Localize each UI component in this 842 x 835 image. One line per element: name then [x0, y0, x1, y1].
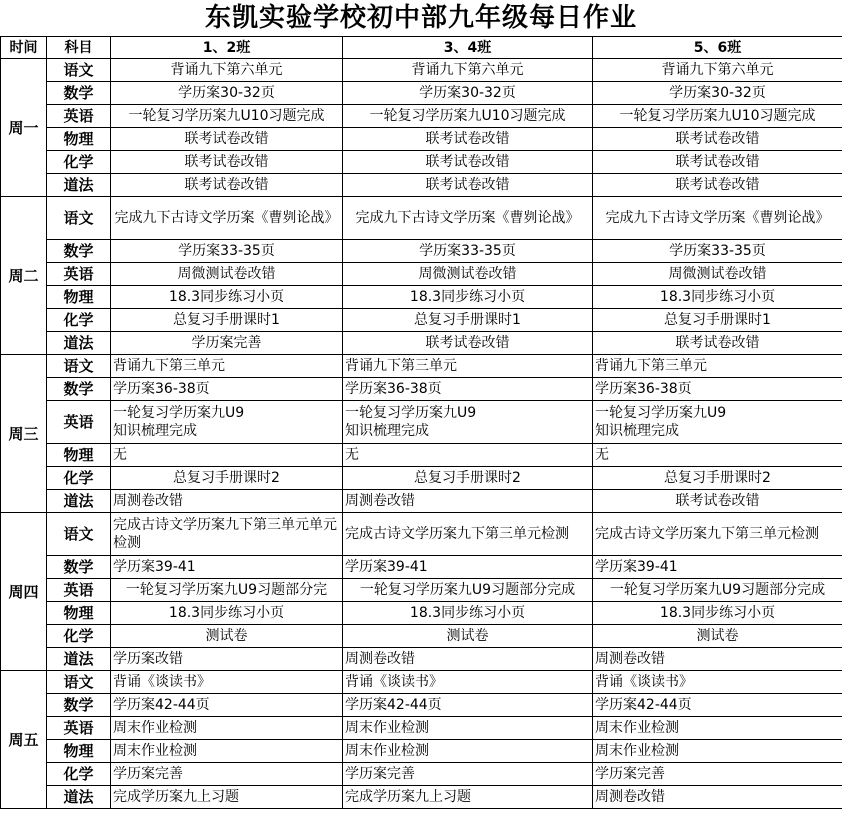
- subject-label: 物理: [47, 444, 111, 467]
- day-label: 周三: [1, 355, 47, 513]
- homework-cell: 完成九下古诗文学历案《曹刿论战》: [343, 197, 593, 240]
- homework-cell: 学历案36-38页: [593, 378, 842, 401]
- homework-cell: 一轮复习学历案九U9习题部分完成: [593, 579, 842, 602]
- table-row: [1, 82, 842, 105]
- subject-label: 化学: [47, 467, 111, 490]
- homework-cell: 背诵《谈读书》: [593, 671, 842, 694]
- homework-cell: 周末作业检测: [343, 717, 593, 740]
- homework-cell: 学历案33-35页: [593, 240, 842, 263]
- subject-label: 道法: [47, 786, 111, 809]
- subject-label: 数学: [47, 556, 111, 579]
- table-row: [1, 286, 842, 309]
- table-row: [1, 59, 842, 82]
- homework-cell: 周微测试卷改错: [343, 263, 593, 286]
- homework-cell: 学历案42-44页: [343, 694, 593, 717]
- homework-cell: 无: [111, 444, 343, 467]
- homework-cell: 背诵《谈读书》: [111, 671, 343, 694]
- homework-table-body: [1, 59, 842, 809]
- subject-label: 道法: [47, 174, 111, 197]
- subject-label: 道法: [47, 648, 111, 671]
- table-row: [1, 309, 842, 332]
- subject-label: 道法: [47, 490, 111, 513]
- subject-label: 语文: [47, 355, 111, 378]
- homework-cell: 测试卷: [343, 625, 593, 648]
- subject-label: 英语: [47, 717, 111, 740]
- homework-cell: 完成九下古诗文学历案《曹刿论战》: [593, 197, 842, 240]
- homework-cell: 周测卷改错: [343, 490, 593, 513]
- homework-cell: 联考试卷改错: [593, 174, 842, 197]
- homework-cell: 学历案完善: [343, 763, 593, 786]
- homework-cell: 一轮复习学历案九U9 知识梳理完成: [111, 401, 343, 444]
- homework-cell: 学历案完善: [593, 763, 842, 786]
- homework-cell: 学历案33-35页: [111, 240, 343, 263]
- homework-cell: 学历案39-41: [111, 556, 343, 579]
- subject-label: 化学: [47, 763, 111, 786]
- homework-cell: 学历案完善: [111, 763, 343, 786]
- homework-cell: 学历案完善: [111, 332, 343, 355]
- homework-cell: 联考试卷改错: [111, 128, 343, 151]
- header-class-5-6: 5、6班: [593, 37, 842, 59]
- homework-cell: 学历案36-38页: [111, 378, 343, 401]
- homework-cell: 周微测试卷改错: [593, 263, 842, 286]
- subject-label: 物理: [47, 128, 111, 151]
- page-title: 东凯实验学校初中部九年级每日作业: [204, 3, 637, 33]
- homework-cell: 一轮复习学历案九U9 知识梳理完成: [343, 401, 593, 444]
- homework-cell: 周测卷改错: [593, 648, 842, 671]
- subject-label: 英语: [47, 263, 111, 286]
- homework-cell: 周测卷改错: [343, 648, 593, 671]
- homework-cell: 学历案30-32页: [111, 82, 343, 105]
- homework-cell: 完成古诗文学历案九下第三单元检测: [593, 513, 842, 556]
- homework-cell: 18.3同步练习小页: [343, 602, 593, 625]
- table-row: [1, 355, 842, 378]
- homework-cell: 背诵九下第三单元: [111, 355, 343, 378]
- table-row: [1, 105, 842, 128]
- homework-cell: 总复习手册课时2: [111, 467, 343, 490]
- table-row: [1, 579, 842, 602]
- homework-cell: 18.3同步练习小页: [111, 602, 343, 625]
- homework-cell: 完成九下古诗文学历案《曹刿论战》: [111, 197, 343, 240]
- day-label: 周四: [1, 513, 47, 671]
- homework-cell: 联考试卷改错: [593, 332, 842, 355]
- homework-cell: 周测卷改错: [593, 786, 842, 809]
- homework-table: [0, 36, 842, 809]
- homework-cell: 周末作业检测: [593, 740, 842, 763]
- homework-cell: 学历案42-44页: [593, 694, 842, 717]
- homework-cell: 背诵九下第三单元: [343, 355, 593, 378]
- homework-cell: 周末作业检测: [111, 740, 343, 763]
- header-subject: 科目: [47, 37, 111, 59]
- header-class-1-2: 1、2班: [111, 37, 343, 59]
- subject-label: 数学: [47, 240, 111, 263]
- homework-cell: 一轮复习学历案九U10习题完成: [343, 105, 593, 128]
- table-row: [1, 128, 842, 151]
- homework-cell: 总复习手册课时1: [343, 309, 593, 332]
- homework-cell: 联考试卷改错: [343, 151, 593, 174]
- homework-cell: 背诵九下第三单元: [593, 355, 842, 378]
- table-row: [1, 602, 842, 625]
- homework-cell: 周微测试卷改错: [111, 263, 343, 286]
- table-row: [1, 763, 842, 786]
- homework-cell: 完成学历案九上习题: [343, 786, 593, 809]
- homework-cell: 背诵九下第六单元: [343, 59, 593, 82]
- table-row: [1, 174, 842, 197]
- table-row: [1, 513, 842, 556]
- homework-cell: 总复习手册课时2: [593, 467, 842, 490]
- homework-cell: 18.3同步练习小页: [593, 602, 842, 625]
- table-row: [1, 467, 842, 490]
- day-label: 周二: [1, 197, 47, 355]
- homework-cell: 学历案改错: [111, 648, 343, 671]
- homework-cell: 一轮复习学历案九U9习题部分完成: [343, 579, 593, 602]
- homework-cell: 总复习手册课时1: [111, 309, 343, 332]
- table-row: [1, 444, 842, 467]
- subject-label: 道法: [47, 332, 111, 355]
- subject-label: 化学: [47, 309, 111, 332]
- subject-label: 语文: [47, 671, 111, 694]
- table-row: [1, 490, 842, 513]
- homework-cell: 无: [593, 444, 842, 467]
- homework-cell: 联考试卷改错: [111, 174, 343, 197]
- subject-label: 英语: [47, 105, 111, 128]
- subject-label: 语文: [47, 197, 111, 240]
- homework-cell: 学历案39-41: [593, 556, 842, 579]
- homework-cell: 测试卷: [111, 625, 343, 648]
- homework-cell: 完成古诗文学历案九下第三单元单元检测: [111, 513, 343, 556]
- table-row: [1, 694, 842, 717]
- table-row: [1, 401, 842, 444]
- homework-cell: 周末作业检测: [343, 740, 593, 763]
- table-row: [1, 717, 842, 740]
- table-row: [1, 151, 842, 174]
- subject-label: 数学: [47, 82, 111, 105]
- table-row: [1, 197, 842, 240]
- homework-cell: 联考试卷改错: [343, 174, 593, 197]
- header-time: 时间: [1, 37, 47, 59]
- homework-cell: 18.3同步练习小页: [111, 286, 343, 309]
- homework-cell: 完成学历案九上习题: [111, 786, 343, 809]
- homework-cell: 一轮复习学历案九U9习题部分完: [111, 579, 343, 602]
- homework-cell: 学历案30-32页: [593, 82, 842, 105]
- subject-label: 数学: [47, 694, 111, 717]
- homework-cell: 18.3同步练习小页: [343, 286, 593, 309]
- table-row: [1, 556, 842, 579]
- subject-label: 语文: [47, 513, 111, 556]
- subject-label: 化学: [47, 625, 111, 648]
- header-class-3-4: 3、4班: [343, 37, 593, 59]
- homework-cell: 背诵九下第六单元: [593, 59, 842, 82]
- table-row: [1, 671, 842, 694]
- subject-label: 物理: [47, 602, 111, 625]
- table-row: [1, 332, 842, 355]
- day-label: 周一: [1, 59, 47, 197]
- table-row: [1, 740, 842, 763]
- table-row: [1, 240, 842, 263]
- subject-label: 物理: [47, 740, 111, 763]
- homework-cell: 一轮复习学历案九U10习题完成: [111, 105, 343, 128]
- subject-label: 语文: [47, 59, 111, 82]
- table-row: [1, 378, 842, 401]
- subject-label: 化学: [47, 151, 111, 174]
- homework-cell: 学历案42-44页: [111, 694, 343, 717]
- homework-cell: 一轮复习学历案九U10习题完成: [593, 105, 842, 128]
- homework-cell: 总复习手册课时2: [343, 467, 593, 490]
- header-row: [1, 37, 842, 59]
- homework-cell: 学历案30-32页: [343, 82, 593, 105]
- homework-cell: 总复习手册课时1: [593, 309, 842, 332]
- day-label: 周五: [1, 671, 47, 809]
- homework-cell: 联考试卷改错: [593, 128, 842, 151]
- table-row: [1, 648, 842, 671]
- homework-cell: 完成古诗文学历案九下第三单元检测: [343, 513, 593, 556]
- homework-cell: 学历案33-35页: [343, 240, 593, 263]
- homework-cell: 背诵《谈读书》: [343, 671, 593, 694]
- homework-cell: 联考试卷改错: [343, 332, 593, 355]
- homework-cell: 学历案39-41: [343, 556, 593, 579]
- subject-label: 物理: [47, 286, 111, 309]
- homework-cell: 周末作业检测: [593, 717, 842, 740]
- homework-cell: 周末作业检测: [111, 717, 343, 740]
- table-row: [1, 263, 842, 286]
- homework-cell: 联考试卷改错: [593, 151, 842, 174]
- homework-cell: 背诵九下第六单元: [111, 59, 343, 82]
- homework-cell: 测试卷: [593, 625, 842, 648]
- table-row: [1, 786, 842, 809]
- homework-cell: 18.3同步练习小页: [593, 286, 842, 309]
- homework-cell: 学历案36-38页: [343, 378, 593, 401]
- table-row: [1, 625, 842, 648]
- homework-cell: 周测卷改错: [111, 490, 343, 513]
- subject-label: 数学: [47, 378, 111, 401]
- subject-label: 英语: [47, 401, 111, 444]
- homework-cell: 联考试卷改错: [593, 490, 842, 513]
- homework-cell: 无: [343, 444, 593, 467]
- homework-cell: 一轮复习学历案九U9 知识梳理完成: [593, 401, 842, 444]
- subject-label: 英语: [47, 579, 111, 602]
- homework-cell: 联考试卷改错: [343, 128, 593, 151]
- homework-cell: 联考试卷改错: [111, 151, 343, 174]
